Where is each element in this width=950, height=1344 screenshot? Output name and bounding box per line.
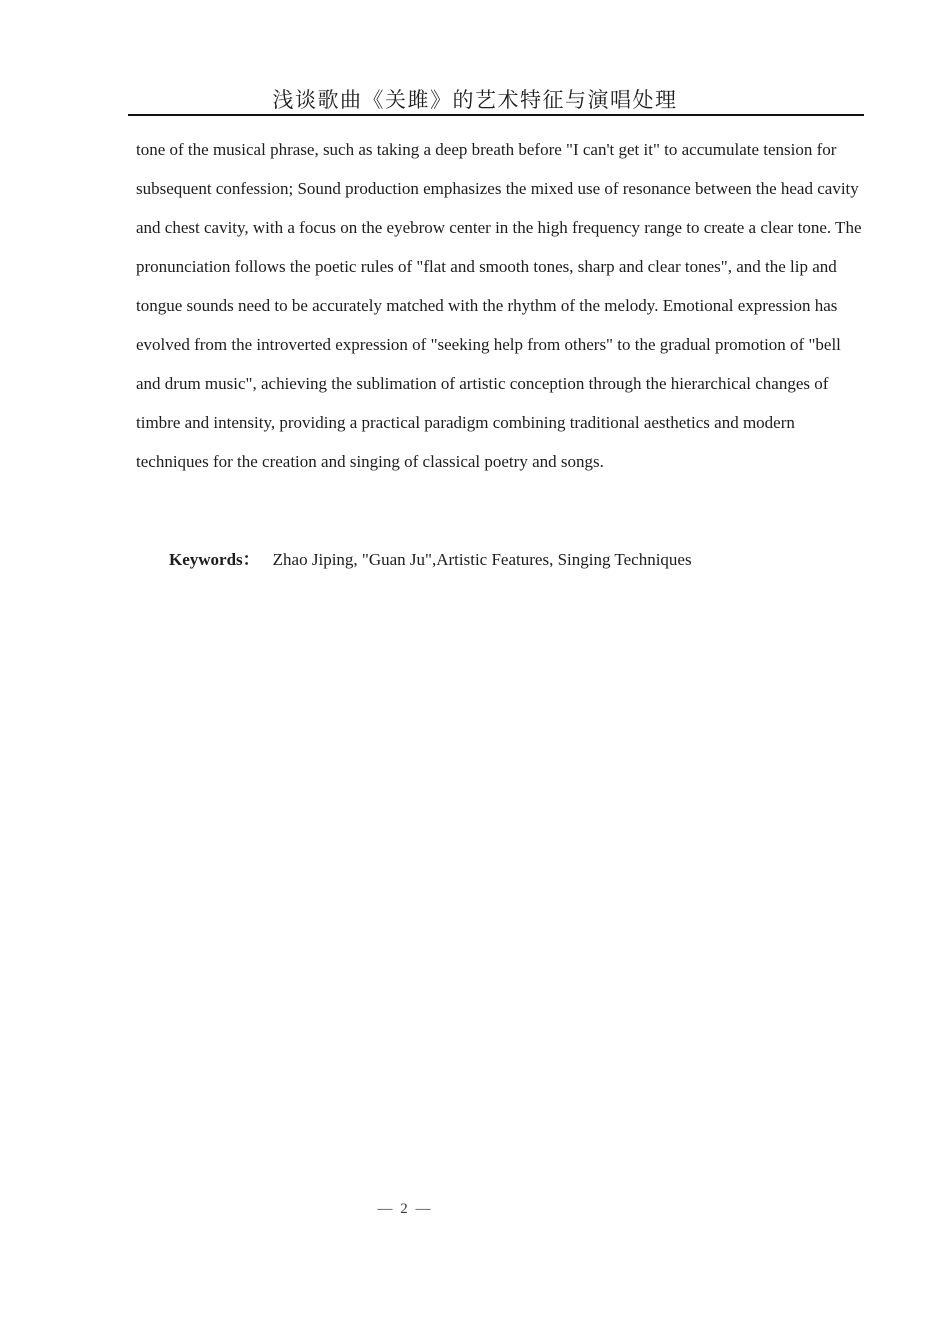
- page-header-title: 浅谈歌曲《关雎》的艺术特征与演唱处理: [272, 88, 678, 112]
- header-divider: [128, 114, 864, 116]
- page-number: — 2 —: [377, 1201, 433, 1217]
- keywords-label: Keywords：: [169, 550, 260, 569]
- abstract-paragraph: tone of the musical phrase, such as taking a deep breath before "I can't get it" to accumulate tension for subsequent confession; Sound production emphasizes the mixed use of resonance between the head cavity and chest cavity, with a focus on the eyebrow center in the high frequency range to create a clear tone. The pronunciation follows the poetic rules of "flat and smooth tones, sharp and clear tones", and the lip and tongue sounds need to be accurately matched with the rhythm of the melody. Emotional expression has evolved from the introverted expression of "seeking help from others" to the gradual promotion of "bell and drum music", achieving the sublimation of artistic conception through the hierarchical changes of timbre and intensity, providing a practical paradigm combining traditional aesthetics and modern techniques for the creation and singing of classical poetry and songs.: [136, 140, 862, 471]
- keywords-value: Zhao Jiping, "Guan Ju",Artistic Features, Singing Techniques: [272, 550, 692, 569]
- keywords-line: [169, 549, 869, 571]
